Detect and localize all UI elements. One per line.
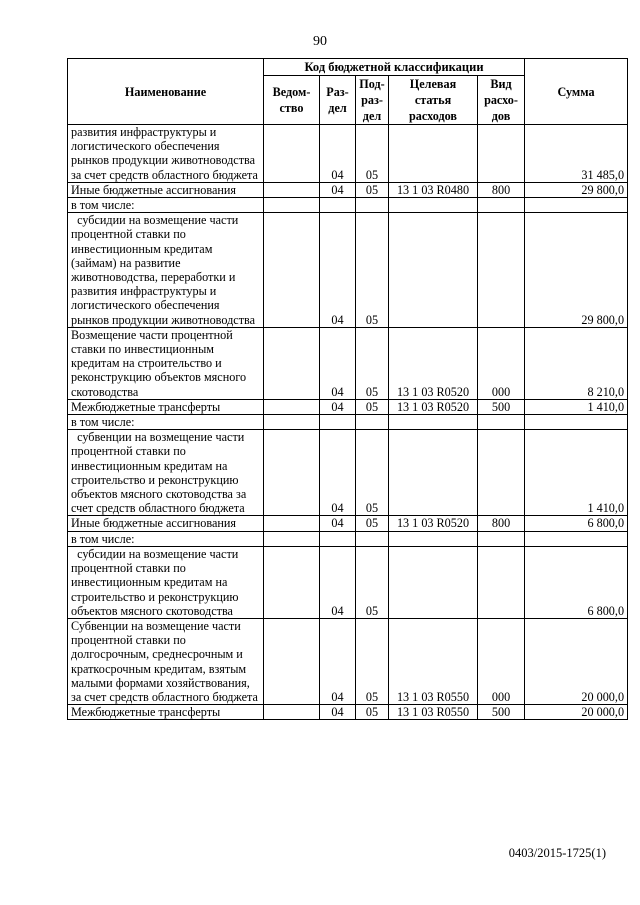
cell-tsel: 13 1 03 R0520 <box>389 327 478 399</box>
cell-name: в том числе: <box>68 198 264 213</box>
table-row <box>68 182 628 197</box>
cell-summa: 8 210,0 <box>525 327 628 399</box>
cell-razdel: 04 <box>320 125 356 183</box>
cell-tsel <box>389 546 478 618</box>
budget-table <box>67 58 628 720</box>
header-department <box>264 76 320 125</box>
cell-tsel: 13 1 03 R0520 <box>389 516 478 531</box>
cell-tsel <box>389 125 478 183</box>
cell-podrazdel: 05 <box>356 516 389 531</box>
table-row <box>68 531 628 546</box>
table-row <box>68 430 628 516</box>
table-row <box>68 327 628 399</box>
cell-tsel: 13 1 03 R0480 <box>389 182 478 197</box>
cell-summa <box>525 198 628 213</box>
cell-summa <box>525 415 628 430</box>
cell-razdel <box>320 198 356 213</box>
header-subsection-text: Под- раз- дел <box>359 77 385 123</box>
header-section <box>320 76 356 125</box>
cell-vid: 500 <box>478 705 525 720</box>
header-subsection <box>356 76 389 125</box>
table-row <box>68 618 628 704</box>
header-classification-group: Код бюджетной классификации <box>264 59 525 76</box>
table-row <box>68 125 628 183</box>
header-sum: Сумма <box>525 59 628 125</box>
cell-podrazdel <box>356 198 389 213</box>
cell-podrazdel: 05 <box>356 546 389 618</box>
cell-name: Субвенции на возмещение части процентной ставки по долгосрочным, среднесрочным и краткосрочным кредитам, взятым малыми формами хозяйствования, за счет средств областного бюджета <box>68 618 264 704</box>
table-row <box>68 399 628 414</box>
cell-razdel <box>320 531 356 546</box>
cell-vid: 000 <box>478 618 525 704</box>
cell-ved <box>264 618 320 704</box>
cell-ved <box>264 399 320 414</box>
cell-razdel: 04 <box>320 618 356 704</box>
cell-summa: 29 800,0 <box>525 213 628 328</box>
cell-tsel: 13 1 03 R0520 <box>389 399 478 414</box>
cell-vid <box>478 415 525 430</box>
cell-podrazdel: 05 <box>356 705 389 720</box>
cell-tsel: 13 1 03 R0550 <box>389 705 478 720</box>
cell-ved <box>264 705 320 720</box>
cell-tsel <box>389 415 478 430</box>
cell-summa: 1 410,0 <box>525 430 628 516</box>
header-expense-type-text: Вид расхо- дов <box>484 77 518 123</box>
cell-vid: 500 <box>478 399 525 414</box>
table-row <box>68 213 628 328</box>
cell-podrazdel: 05 <box>356 327 389 399</box>
cell-tsel <box>389 213 478 328</box>
header-name: Наименование <box>68 59 264 125</box>
cell-name: Межбюджетные трансферты <box>68 399 264 414</box>
cell-tsel <box>389 430 478 516</box>
cell-summa: 1 410,0 <box>525 399 628 414</box>
cell-name: субсидии на возмещение части процентной ставки по инвестиционным кредитам (займам) на развитие животноводства, переработки и развития инфраструктуры и логистического обеспечения рынков продукции животноводства <box>68 213 264 328</box>
header-department-text: Ведом- ство <box>272 85 311 115</box>
cell-ved <box>264 516 320 531</box>
cell-razdel: 04 <box>320 327 356 399</box>
table-row <box>68 705 628 720</box>
cell-podrazdel <box>356 531 389 546</box>
cell-razdel: 04 <box>320 546 356 618</box>
cell-name: развития инфраструктуры и логистического обеспечения рынков продукции животноводства за счет средств областного бюджета <box>68 125 264 183</box>
cell-name: Возмещение части процентной ставки по инвестиционным кредитам на строительство и реконструкцию объектов мясного скотоводства <box>68 327 264 399</box>
cell-vid: 000 <box>478 327 525 399</box>
cell-name: в том числе: <box>68 415 264 430</box>
cell-name: Межбюджетные трансферты <box>68 705 264 720</box>
cell-vid: 800 <box>478 182 525 197</box>
cell-razdel: 04 <box>320 399 356 414</box>
cell-ved <box>264 327 320 399</box>
cell-tsel <box>389 198 478 213</box>
cell-ved <box>264 531 320 546</box>
cell-razdel: 04 <box>320 182 356 197</box>
cell-summa <box>525 531 628 546</box>
page-number: 90 <box>313 34 327 49</box>
cell-ved <box>264 125 320 183</box>
table-row <box>68 546 628 618</box>
cell-podrazdel: 05 <box>356 182 389 197</box>
header-expense-type <box>478 76 525 125</box>
cell-ved <box>264 182 320 197</box>
cell-podrazdel: 05 <box>356 618 389 704</box>
table-row <box>68 516 628 531</box>
cell-name: Иные бюджетные ассигнования <box>68 516 264 531</box>
cell-razdel: 04 <box>320 430 356 516</box>
cell-ved <box>264 430 320 516</box>
cell-vid <box>478 531 525 546</box>
cell-razdel <box>320 415 356 430</box>
cell-podrazdel <box>356 415 389 430</box>
header-section-text: Раз- дел <box>326 85 349 115</box>
cell-summa: 20 000,0 <box>525 618 628 704</box>
cell-vid <box>478 546 525 618</box>
cell-vid: 800 <box>478 516 525 531</box>
cell-podrazdel: 05 <box>356 213 389 328</box>
cell-tsel: 13 1 03 R0550 <box>389 618 478 704</box>
table-row <box>68 415 628 430</box>
cell-razdel: 04 <box>320 705 356 720</box>
cell-summa: 6 800,0 <box>525 546 628 618</box>
cell-name: в том числе: <box>68 531 264 546</box>
cell-summa: 31 485,0 <box>525 125 628 183</box>
document-code: 0403/2015-1725(1) <box>508 846 606 860</box>
cell-podrazdel: 05 <box>356 399 389 414</box>
cell-vid <box>478 125 525 183</box>
cell-name: субсидии на возмещение части процентной ставки по инвестиционным кредитам на строительство и реконструкцию объектов мясного скотоводства <box>68 546 264 618</box>
cell-ved <box>264 198 320 213</box>
cell-summa: 6 800,0 <box>525 516 628 531</box>
cell-tsel <box>389 531 478 546</box>
cell-vid <box>478 430 525 516</box>
cell-ved <box>264 213 320 328</box>
header-target-item-text: Целевая статья расходов <box>408 77 458 123</box>
cell-vid <box>478 198 525 213</box>
table-row <box>68 198 628 213</box>
cell-podrazdel: 05 <box>356 125 389 183</box>
cell-ved <box>264 415 320 430</box>
cell-podrazdel: 05 <box>356 430 389 516</box>
cell-vid <box>478 213 525 328</box>
cell-razdel: 04 <box>320 213 356 328</box>
cell-name: субвенции на возмещение части процентной ставки по инвестиционным кредитам на строительство и реконструкцию объектов мясного скотоводства за счет средств областного бюджета <box>68 430 264 516</box>
header-target-item <box>389 76 478 125</box>
cell-ved <box>264 546 320 618</box>
cell-name: Иные бюджетные ассигнования <box>68 182 264 197</box>
cell-summa: 29 800,0 <box>525 182 628 197</box>
cell-summa: 20 000,0 <box>525 705 628 720</box>
cell-razdel: 04 <box>320 516 356 531</box>
